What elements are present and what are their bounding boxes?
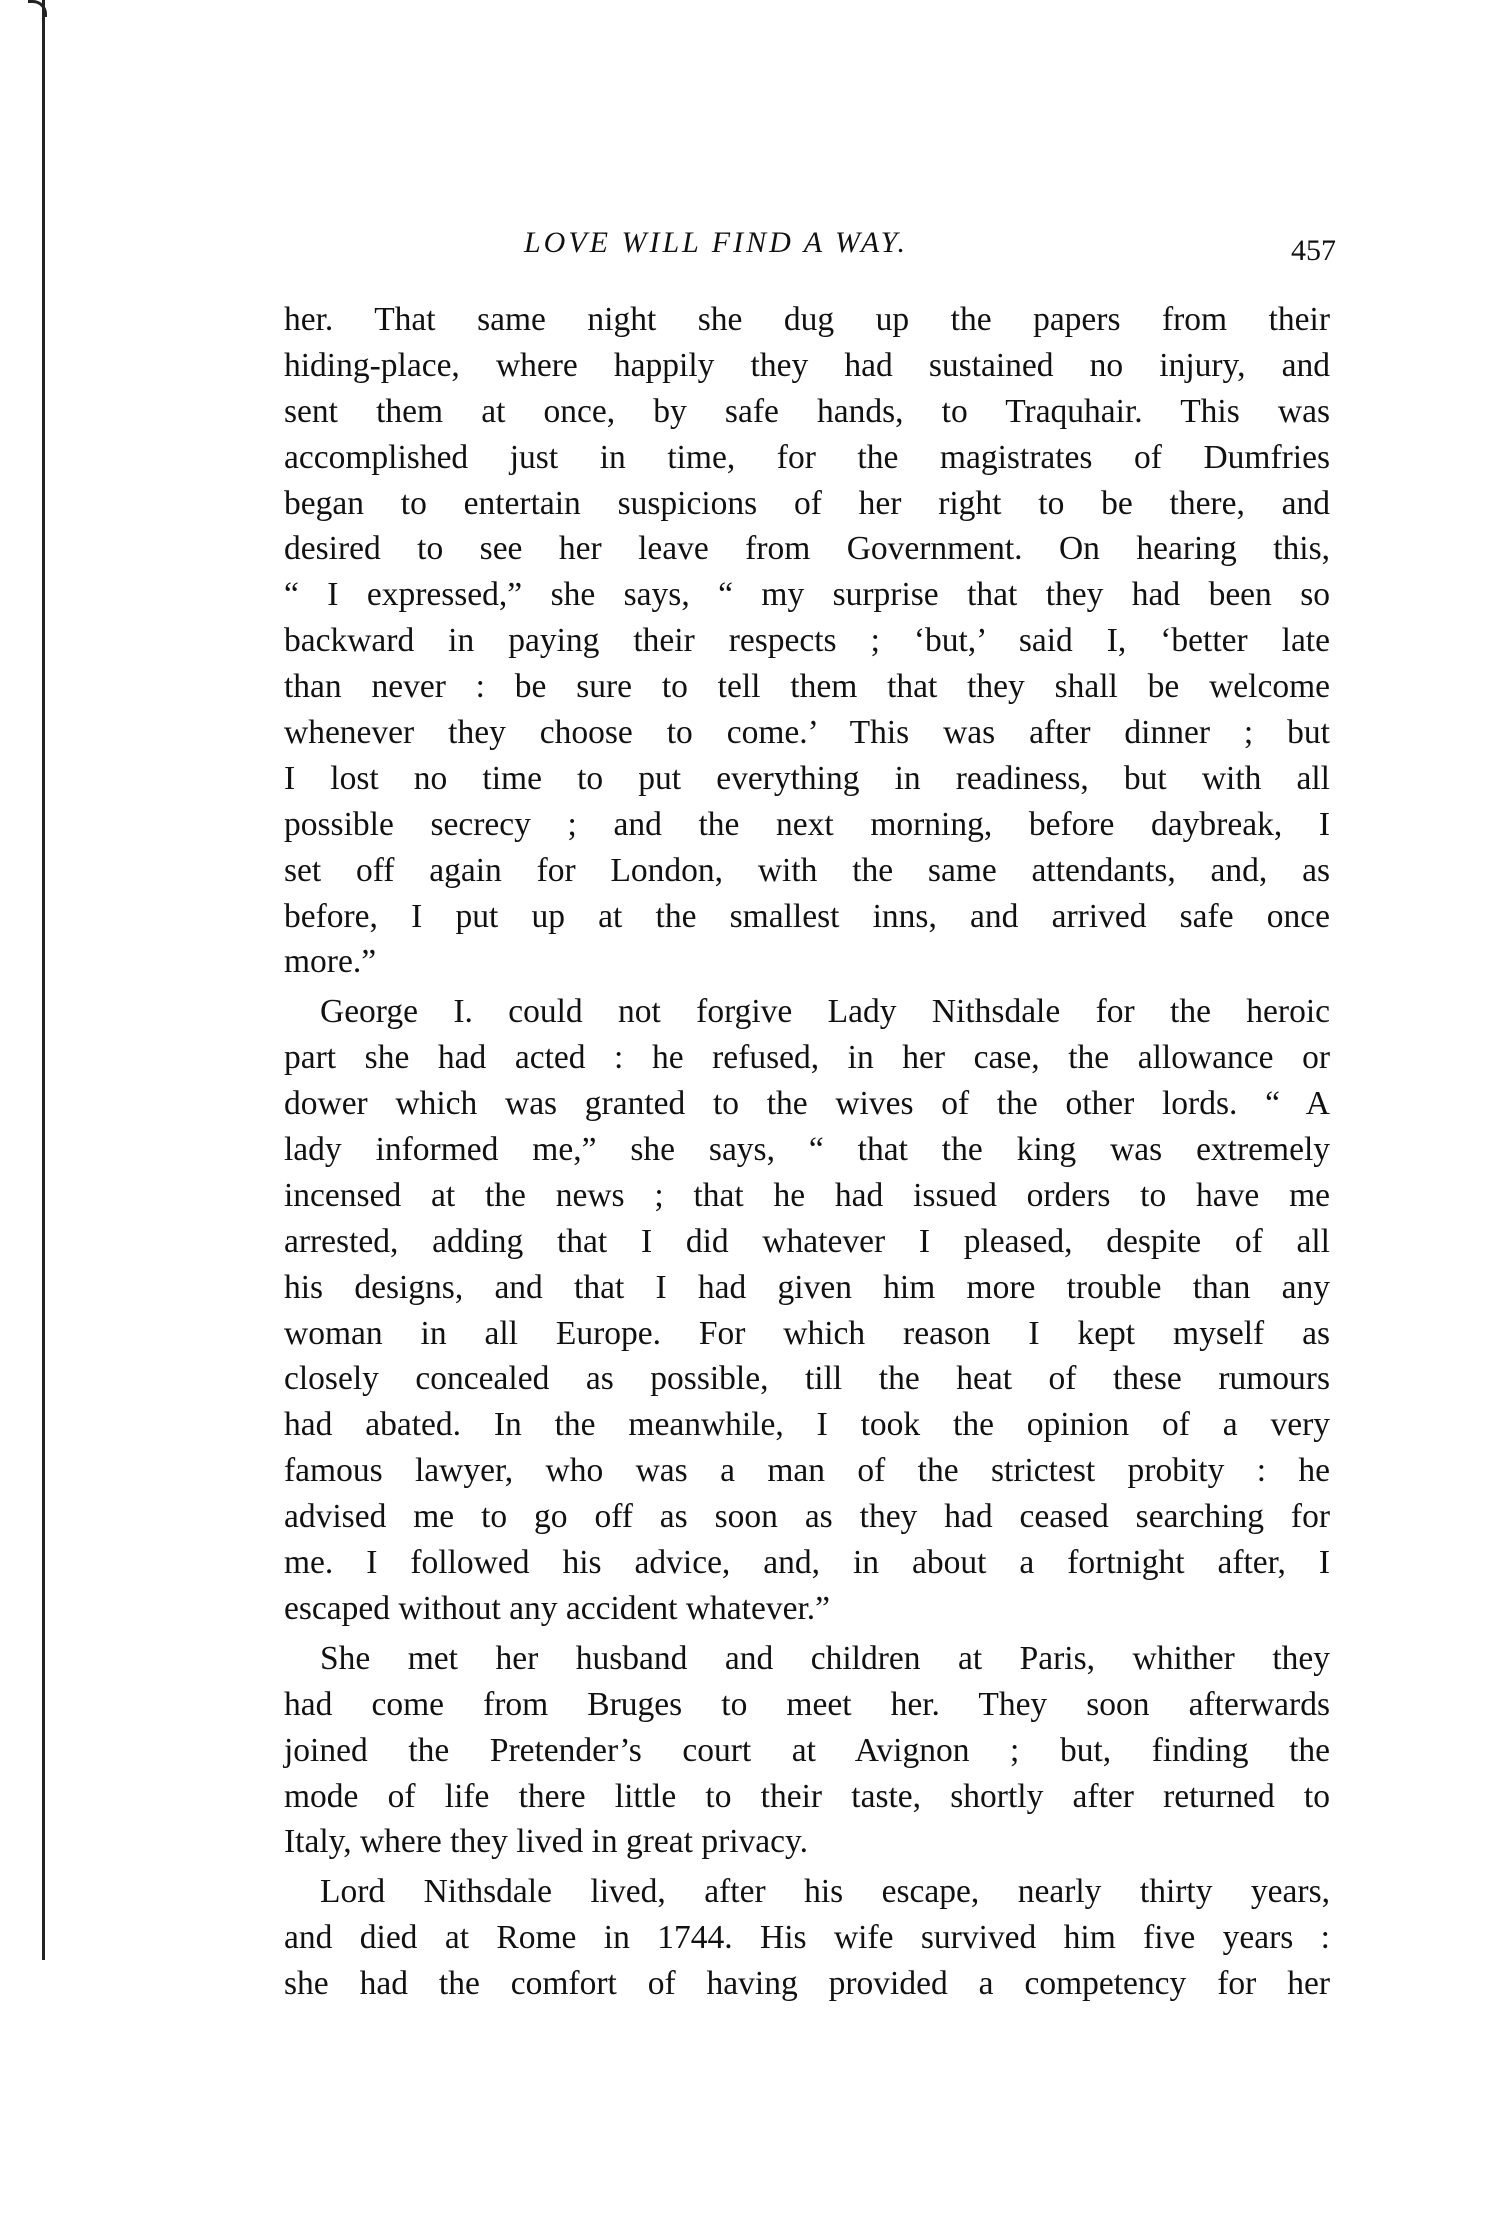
text-line: she had the comfort of having provided a competency for her <box>284 1965 1330 2003</box>
text-line: lady informed me,” she says, “ that the king was extremely <box>284 1131 1330 1169</box>
text-line: me. I followed his advice, and, in about a fortnight after, I <box>284 1544 1330 1582</box>
text-line: incensed at the news ; that he had issued orders to have me <box>284 1176 1330 1214</box>
text-line: backward in paying their respects ; ‘but,’ said I, ‘better late <box>284 622 1330 660</box>
binding-edge-line <box>42 0 45 1960</box>
text-line: whenever they choose to come.’ This was after dinner ; but <box>284 714 1330 752</box>
text-line: set off again for London, with the same attendants, and, as <box>284 851 1330 889</box>
page-number: 457 <box>1291 234 1336 267</box>
text-line: than never : be sure to tell them that they shall be welcome <box>284 668 1330 706</box>
text-line: Lord Nithsdale lived, after his escape, nearly thirty years, <box>320 1873 1330 1911</box>
text-line: sent them at once, by safe hands, to Traquhair. This was <box>284 392 1330 430</box>
text-line: I lost no time to put everything in readiness, but with all <box>284 759 1330 797</box>
page-header <box>284 226 1336 272</box>
text-line: had come from Bruges to meet her. They soon afterwards <box>284 1685 1330 1723</box>
running-title: LOVE WILL FIND A WAY. <box>524 226 909 259</box>
text-line: Italy, where they lived in great privacy. <box>284 1823 808 1861</box>
text-line: famous lawyer, who was a man of the strictest probity : he <box>284 1452 1330 1490</box>
text-line: part she had acted : he refused, in her case, the allowance or <box>284 1039 1330 1077</box>
text-line: advised me to go off as soon as they had ceased searching for <box>284 1498 1330 1536</box>
text-line: his designs, and that I had given him more trouble than any <box>284 1268 1330 1306</box>
text-line: hiding-place, where happily they had sustained no injury, and <box>284 346 1330 384</box>
text-line: joined the Pretender’s court at Avignon ; but, finding the <box>284 1731 1330 1769</box>
text-line: closely concealed as possible, till the heat of these rumours <box>284 1360 1330 1398</box>
text-line: more.” <box>284 943 377 981</box>
text-line: accomplished just in time, for the magistrates of Dumfries <box>284 438 1330 476</box>
paragraph <box>284 1869 1330 2007</box>
text-line: desired to see her leave from Government. On hearing this, <box>284 530 1330 568</box>
text-line: woman in all Europe. For which reason I kept myself as <box>284 1314 1330 1352</box>
text-line: “ I expressed,” she says, “ my surprise that they had been so <box>284 576 1330 614</box>
text-line: mode of life there little to their taste, shortly after returned to <box>284 1777 1330 1815</box>
text-line: escaped without any accident whatever.” <box>284 1589 830 1627</box>
text-line: her. That same night she dug up the papers from their <box>284 301 1330 338</box>
text-line: George I. could not forgive Lady Nithsdale for the heroic <box>320 993 1330 1031</box>
text-line: began to entertain suspicions of her right to be there, and <box>284 484 1330 522</box>
text-line: dower which was granted to the wives of the other lords. “ A <box>284 1085 1330 1123</box>
text-line: and died at Rome in 1744. His wife survived him five years : <box>284 1919 1330 1957</box>
paragraph <box>284 989 1330 1631</box>
page-body <box>284 297 1330 2011</box>
text-line: had abated. In the meanwhile, I took the opinion of a very <box>284 1406 1330 1444</box>
paragraph <box>284 1636 1330 1865</box>
text-line: possible secrecy ; and the next morning, before daybreak, I <box>284 805 1330 843</box>
text-line: arrested, adding that I did whatever I pleased, despite of all <box>284 1222 1330 1260</box>
paragraph <box>284 297 1330 985</box>
text-line: before, I put up at the smallest inns, and arrived safe once <box>284 897 1330 935</box>
text-line: She met her husband and children at Paris, whither they <box>320 1639 1330 1677</box>
